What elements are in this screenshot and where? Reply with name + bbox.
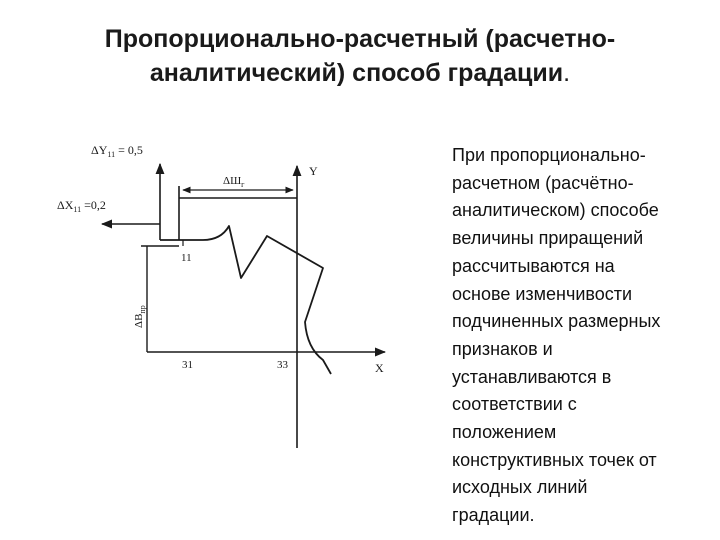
point-31-label: 31 <box>182 359 193 371</box>
slide-title <box>20 22 700 90</box>
description-text <box>452 142 718 530</box>
description-line-2: расчетном (расчётно- <box>452 172 634 193</box>
point-11-label: 11 <box>181 252 192 264</box>
title-line-2-text: аналитический) способ градации <box>149 59 564 87</box>
description-line-4: величины приращений <box>452 228 644 249</box>
title-line-1: Пропорционально-расчетный (расчетно- <box>104 25 616 53</box>
description-line-8: признаков и <box>452 338 553 359</box>
title-line-2 <box>20 56 700 90</box>
description-line-10: соответствии с <box>452 394 577 415</box>
axis-y-label: Y <box>309 164 318 178</box>
description-line-13: исходных линий <box>452 477 588 498</box>
description-line-11: положением <box>452 422 557 443</box>
dsh-label: $\Delta Ш_г$ <box>223 175 245 189</box>
description-line-6: основе изменчивости <box>452 283 633 304</box>
description-line-9: устанавливаются в <box>452 366 612 387</box>
axis-x-label: X <box>375 361 384 375</box>
description-line-12: конструктивных точек от <box>452 449 657 470</box>
grading-diagram <box>55 128 435 458</box>
description-line-1: При пропорционально- <box>452 145 646 165</box>
point-33-label: 33 <box>277 359 288 371</box>
description-line-5: рассчитываются на <box>452 255 615 276</box>
description-line-14: градации. <box>452 505 535 526</box>
title-period: . <box>563 59 571 87</box>
dy11-label: $\Delta Y_{11} = 0,5$ <box>91 143 143 159</box>
description-line-7: подчиненных размерных <box>452 311 661 332</box>
dx11-label: $\Delta X_{11} =0,2$ <box>57 198 106 214</box>
db-label: $\Delta В_{пр}$ <box>133 305 147 328</box>
description-line-3: аналитическом) способе <box>452 200 659 221</box>
